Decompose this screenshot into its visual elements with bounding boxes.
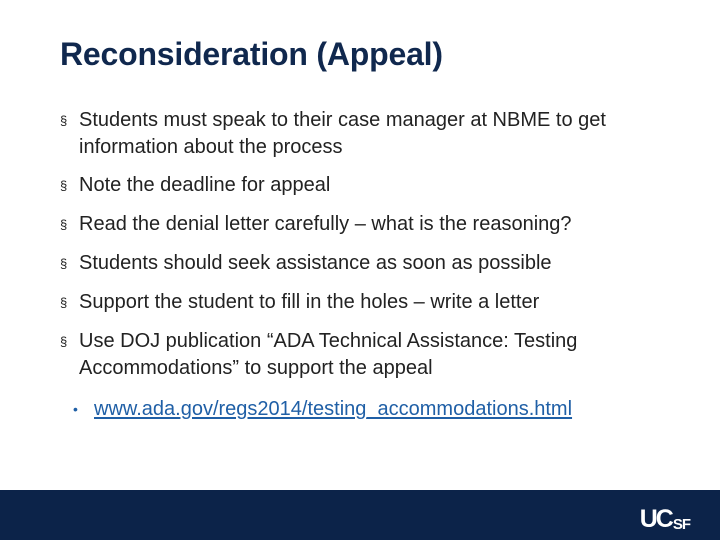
bullet-marker-icon: § (60, 113, 68, 128)
footer-bar (0, 490, 720, 540)
ada-testing-accommodations-link[interactable]: www.ada.gov/regs2014/testing_accommodations.html (94, 398, 573, 420)
bullet-item (60, 289, 700, 316)
bullet-text: Read the denial letter carefully – what is the reasoning? (79, 213, 572, 235)
slide-title: Reconsideration (Appeal) (60, 36, 443, 72)
bullet-item (60, 250, 700, 277)
bullet-item (60, 211, 700, 238)
bullet-text: Students must speak to their case manager at NBME to get information about the process (79, 109, 606, 158)
sub-bullet-marker-icon: • (73, 401, 78, 417)
bullet-text: Support the student to fill in the holes – write a letter (79, 291, 540, 313)
bullet-marker-icon: § (60, 178, 68, 193)
bullet-marker-icon: § (60, 217, 68, 232)
bullet-marker-icon: § (60, 334, 68, 349)
bullet-marker-icon: § (60, 295, 68, 310)
bullet-list (60, 107, 700, 423)
sub-bullet-list (73, 396, 700, 423)
bullet-marker-icon: § (60, 256, 68, 271)
bullet-text: Students should seek assistance as soon as possible (79, 252, 552, 274)
bullet-text: Note the deadline for appeal (79, 174, 331, 196)
ucsf-logo (640, 498, 690, 532)
logo-uc-text: UC (639, 505, 672, 533)
bullet-item (60, 172, 700, 199)
sub-bullet-item (73, 396, 700, 423)
bullet-item (60, 107, 700, 161)
logo-sf-text: SF (672, 516, 690, 533)
bullet-item (60, 328, 700, 423)
bullet-text: Use DOJ publication “ADA Technical Assistance: Testing Accommodations” to support the appeal (79, 330, 578, 379)
